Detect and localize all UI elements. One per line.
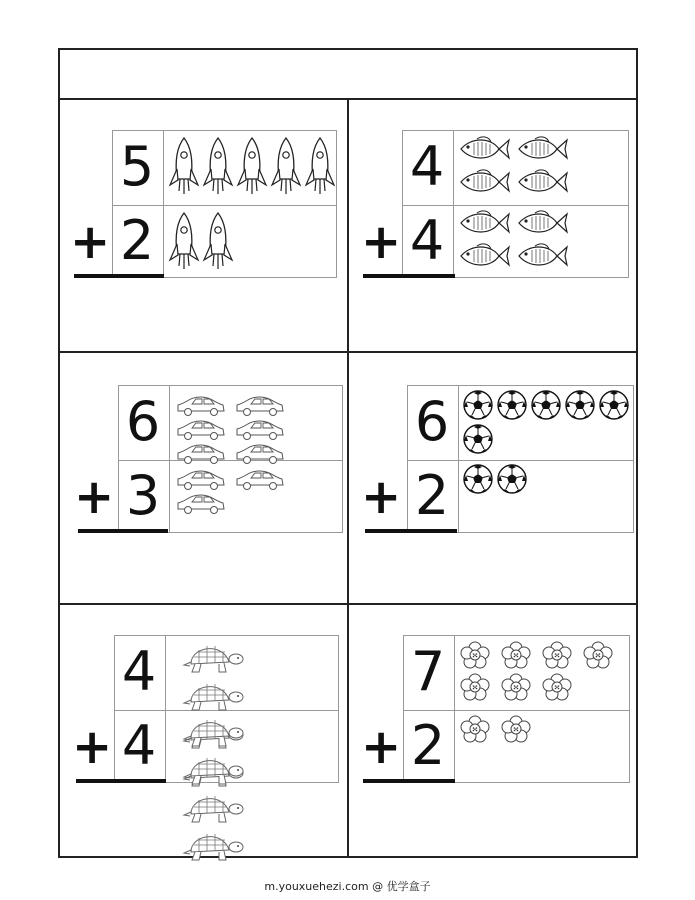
bottom-addend: 4 bbox=[409, 209, 445, 272]
soccer-ball-icon bbox=[530, 389, 563, 423]
flower-icon bbox=[458, 672, 494, 704]
top-addend: 6 bbox=[125, 390, 161, 453]
flower-icon bbox=[540, 672, 576, 704]
problem-cell bbox=[60, 353, 347, 605]
bottom-addend: 2 bbox=[414, 464, 450, 527]
bottom-picture-group bbox=[173, 468, 343, 516]
top-picture-group bbox=[457, 133, 629, 199]
turtle-icon bbox=[177, 750, 247, 788]
bottom-addend: 3 bbox=[125, 464, 161, 527]
bottom-addend: 2 bbox=[119, 209, 155, 272]
fish-icon bbox=[457, 166, 511, 199]
turtle-icon bbox=[177, 826, 247, 864]
top-addend: 6 bbox=[414, 390, 450, 453]
turtle-icon bbox=[177, 676, 247, 714]
fish-icon bbox=[457, 133, 511, 166]
problem-cell bbox=[60, 605, 347, 857]
car-icon bbox=[173, 394, 229, 418]
plus-sign: + bbox=[74, 469, 115, 525]
bottom-picture-group bbox=[458, 714, 630, 746]
top-addend: 4 bbox=[409, 135, 445, 198]
top-picture-group bbox=[458, 640, 630, 704]
car-icon bbox=[232, 394, 288, 418]
plus-sign: + bbox=[361, 214, 402, 270]
answer-line bbox=[365, 529, 457, 533]
car-icon bbox=[232, 418, 288, 442]
car-icon bbox=[173, 492, 229, 516]
top-addend: 4 bbox=[121, 640, 157, 703]
rocket-icon bbox=[303, 135, 337, 197]
bottom-picture-group bbox=[457, 207, 629, 273]
rocket-icon bbox=[201, 135, 235, 197]
car-icon bbox=[173, 442, 229, 466]
answer-line bbox=[78, 529, 168, 533]
soccer-ball-icon bbox=[564, 389, 597, 423]
plus-sign: + bbox=[70, 214, 111, 270]
bottom-addend: 2 bbox=[410, 714, 446, 777]
flower-icon bbox=[458, 640, 494, 672]
turtle-icon bbox=[177, 638, 247, 676]
flower-icon bbox=[540, 640, 576, 672]
car-icon bbox=[232, 442, 288, 466]
rocket-icon bbox=[201, 210, 235, 272]
soccer-ball-icon bbox=[462, 389, 495, 423]
bottom-picture-group bbox=[167, 210, 337, 272]
soccer-ball-icon bbox=[462, 463, 495, 497]
rocket-icon bbox=[235, 135, 269, 197]
fish-icon bbox=[515, 166, 569, 199]
flower-icon bbox=[458, 714, 494, 746]
top-addend: 5 bbox=[119, 135, 155, 198]
car-icon bbox=[232, 468, 288, 492]
fish-icon bbox=[515, 240, 569, 273]
plus-sign: + bbox=[361, 719, 402, 775]
flower-icon bbox=[581, 640, 617, 672]
top-picture-group bbox=[167, 135, 337, 197]
answer-line bbox=[74, 274, 164, 278]
flower-icon bbox=[499, 640, 535, 672]
fish-icon bbox=[457, 240, 511, 273]
car-icon bbox=[173, 468, 229, 492]
footer-credit: m.youxuehezi.com @ 优学盒子 bbox=[264, 880, 431, 893]
fish-icon bbox=[515, 207, 569, 240]
rocket-icon bbox=[167, 135, 201, 197]
bottom-picture-group bbox=[177, 712, 327, 864]
answer-line bbox=[363, 274, 455, 278]
soccer-ball-icon bbox=[496, 389, 529, 423]
rocket-icon bbox=[167, 210, 201, 272]
answer-line bbox=[363, 779, 455, 783]
flower-icon bbox=[499, 714, 535, 746]
soccer-ball-icon bbox=[462, 423, 495, 457]
worksheet-header bbox=[60, 50, 636, 100]
worksheet bbox=[58, 48, 638, 858]
car-icon bbox=[173, 418, 229, 442]
problem-cell bbox=[349, 100, 636, 352]
problem-cell bbox=[60, 100, 347, 352]
answer-line bbox=[76, 779, 166, 783]
turtle-icon bbox=[177, 788, 247, 826]
top-picture-group bbox=[462, 389, 634, 457]
turtle-icon bbox=[177, 712, 247, 750]
flower-icon bbox=[499, 672, 535, 704]
plus-sign: + bbox=[72, 719, 113, 775]
bottom-addend: 4 bbox=[121, 714, 157, 777]
soccer-ball-icon bbox=[496, 463, 529, 497]
soccer-ball-icon bbox=[598, 389, 631, 423]
problem-cell bbox=[349, 605, 636, 857]
problem-cell bbox=[349, 353, 636, 605]
top-picture-group bbox=[173, 394, 343, 466]
plus-sign: + bbox=[361, 469, 402, 525]
fish-icon bbox=[457, 207, 511, 240]
fish-icon bbox=[515, 133, 569, 166]
bottom-picture-group bbox=[462, 463, 634, 497]
top-addend: 7 bbox=[410, 640, 446, 703]
rocket-icon bbox=[269, 135, 303, 197]
